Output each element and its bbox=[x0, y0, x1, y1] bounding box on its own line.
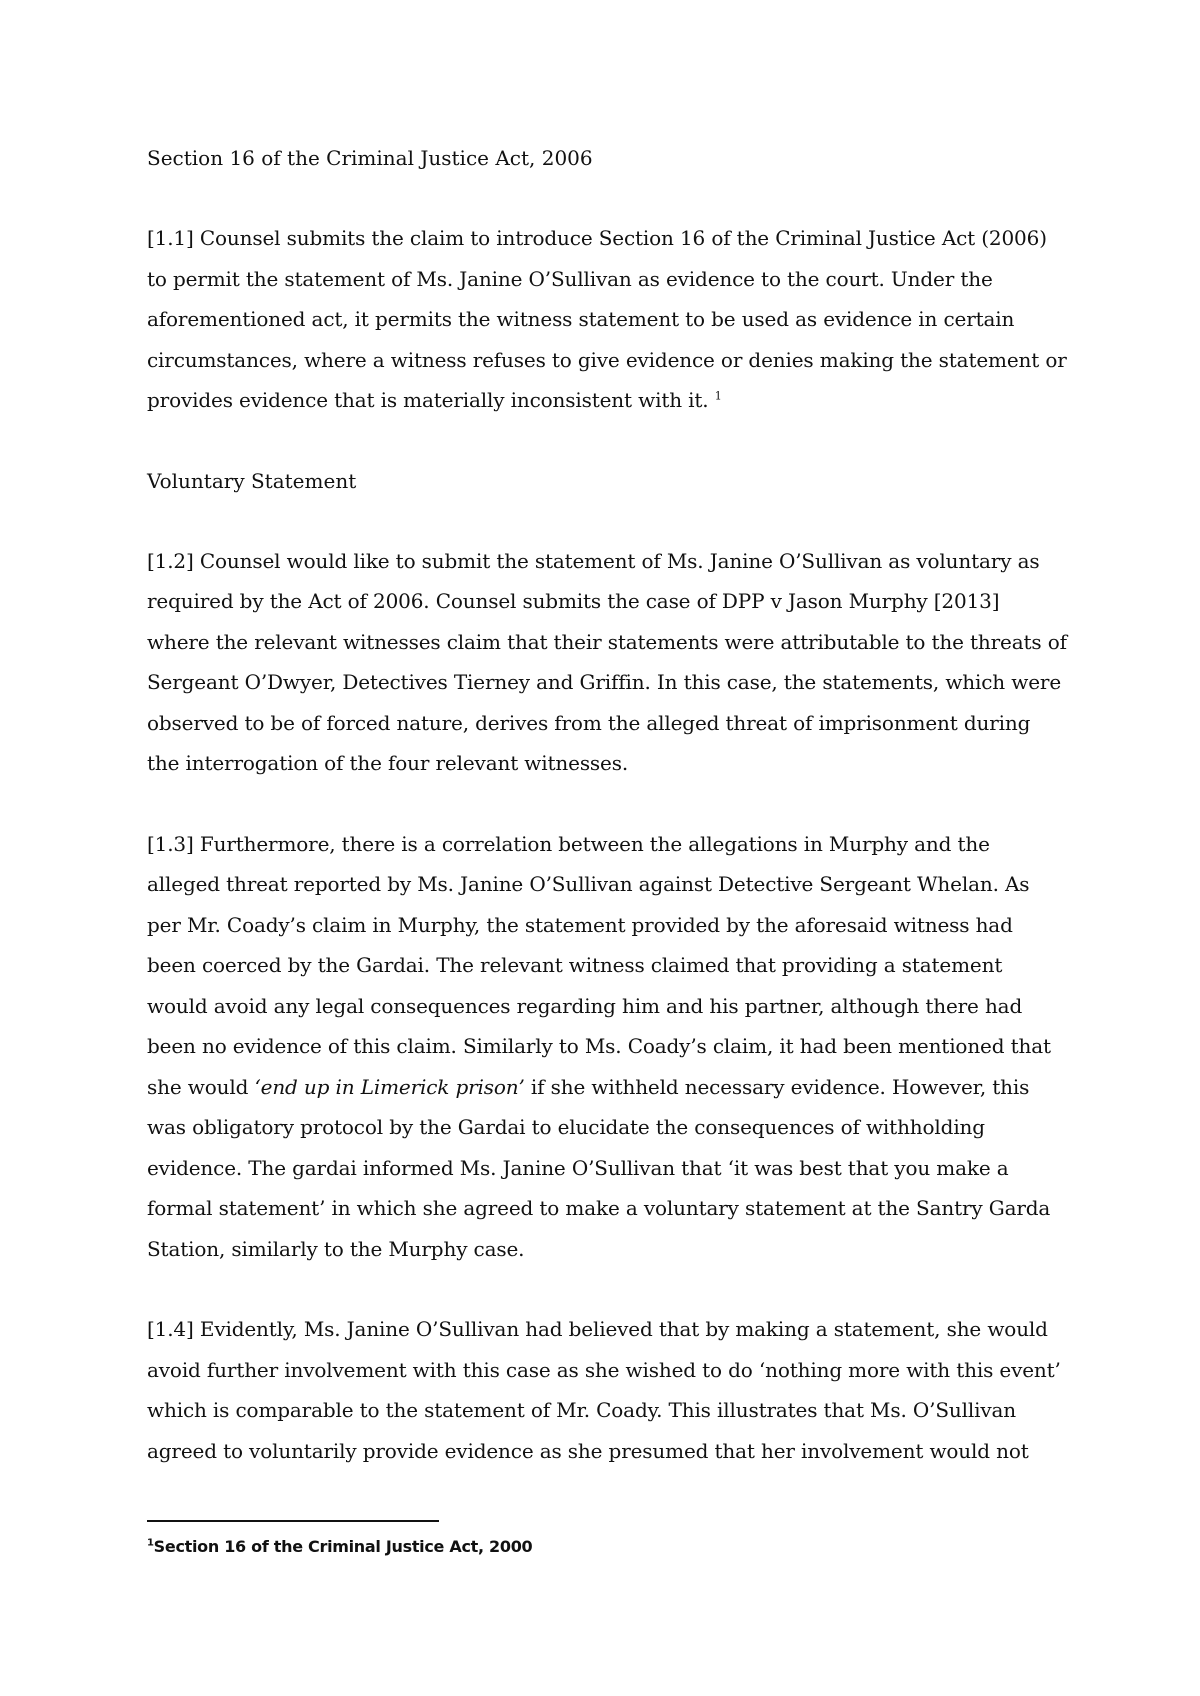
spacer bbox=[147, 784, 1067, 824]
paragraph-1-4: [1.4] Evidently, Ms. Janine O’Sullivan had believed that by making a statement, she would avoid further involvement with this case as she wished to do ‘nothing more with this event’ which is comparable to the statement of Mr. Coady. This illustrates that Ms. O’Sullivan agreed to voluntarily provide evidence as she presumed that her involvement would not bbox=[147, 1317, 1061, 1463]
paragraph-1-1-text: [1.1] Counsel submits the claim to introduce Section 16 of the Criminal Justice Act (2006) to permit the statement of Ms. Janine O’Sullivan as evidence to the court. Under the aforementioned act, it permits the witness statement to be used as evidence in certain circumstances, where a witness refuses to give evidence or denies making the statement or provides evidence that is materially inconsistent with it. bbox=[147, 226, 1067, 412]
spacer bbox=[147, 178, 1067, 218]
paragraph-1-3-text-b: if she withheld necessary evidence. However, this was obligatory protocol by the Gardai to elucidate the consequences of withholding evidence. The gardai informed Ms. Janine O’Sullivan that ‘it was best that you make a formal statement’ in which she agreed to make a voluntary statement at the Santry Garda Station, similarly to the Murphy case. bbox=[147, 1074, 1051, 1261]
italic-quote: ‘end up in Limerick prison’ bbox=[254, 1074, 525, 1099]
paragraph-1-3-text-a: [1.3] Furthermore, there is a correlation between the allegations in Murphy and the alleged threat reported by Ms. Janine O’Sullivan against Detective Sergeant Whelan. As per Mr. Coady’s claim in Murphy, the statement provided by the aforesaid witness had been coerced by the Gardai. The relevant witness claimed that providing a statement would avoid any legal consequences regarding him and his partner, although there had been no evidence of this claim. Similarly to Ms. Coady’s claim, it had been mentioned that she would bbox=[147, 831, 1051, 1099]
subsection-heading: Voluntary Statement bbox=[147, 468, 357, 493]
paragraph-1-3 bbox=[147, 824, 1067, 1270]
spacer bbox=[147, 501, 1067, 541]
paragraph-1-1 bbox=[147, 218, 1067, 421]
footnote bbox=[147, 1535, 532, 1559]
footnote-mark: 1 bbox=[147, 1537, 154, 1549]
section-heading: Section 16 of the Criminal Justice Act, 2006 bbox=[147, 146, 593, 170]
footnote-separator bbox=[147, 1520, 439, 1522]
document-body bbox=[147, 138, 1067, 1471]
footnote-reference[interactable]: 1 bbox=[714, 389, 722, 403]
spacer bbox=[147, 1269, 1067, 1309]
paragraph-1-2: [1.2] Counsel would like to submit the statement of Ms. Janine O’Sullivan as voluntary as required by the Act of 2006. Counsel submits the case of DPP v Jason Murphy [2013] where the relevant witnesses claim that their statements were attributable to the threats of Sergeant O’Dwyer, Detectives Tierney and Griffin. In this case, the statements, which were observed to be of forced nature, derives from the alleged threat of imprisonment during the interrogation of the four relevant witnesses. bbox=[147, 548, 1067, 775]
footnote-text: Section 16 of the Criminal Justice Act, 2000 bbox=[153, 1537, 533, 1556]
spacer bbox=[147, 421, 1067, 461]
